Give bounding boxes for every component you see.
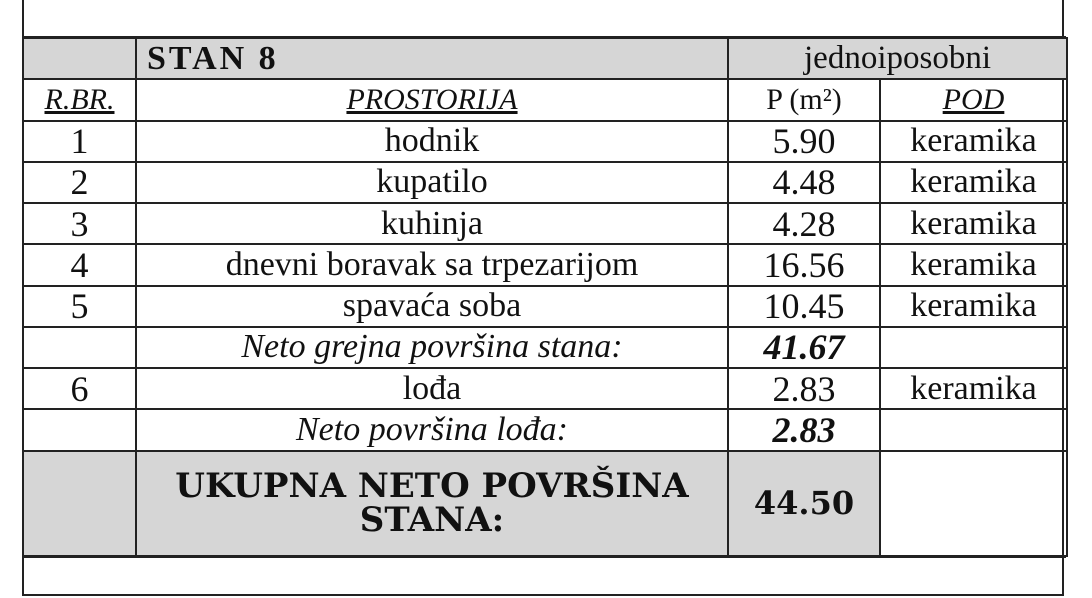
total-row [23,451,1067,556]
room-area: 2.83 [728,368,880,409]
room-name: hodnik [136,121,728,162]
room-area: 5.90 [728,121,880,162]
col-header-room: PROSTORIJA [136,79,728,120]
title-spacer-cell [23,38,136,79]
col-header-area: P (m²) [728,79,880,120]
table-row [23,368,1067,409]
row-number: 3 [23,203,136,244]
subtotal-loggia-spacer [23,409,136,450]
header-row [23,79,1067,120]
table-row [23,203,1067,244]
row-number: 1 [23,121,136,162]
subtotal-loggia-row [23,409,1067,450]
total-floor-empty [880,451,1067,556]
table-row [23,286,1067,327]
area-table [22,37,1068,557]
row-number: 4 [23,244,136,285]
col-header-floor: POD [880,79,1067,120]
row-number: 5 [23,286,136,327]
apartment-type: jednoiposobni [728,38,1067,79]
subtotal-heated-label: Neto grejna površina stana: [136,327,728,368]
floor-type: keramika [880,244,1067,285]
row-number: 2 [23,162,136,203]
room-name: dnevni boravak sa trpezarijom [136,244,728,285]
floor-type: keramika [880,162,1067,203]
floor-type: keramika [880,368,1067,409]
subtotal-heated-floor-empty [880,327,1067,368]
floor-type: keramika [880,121,1067,162]
subtotal-loggia-floor-empty [880,409,1067,450]
room-area: 4.28 [728,203,880,244]
room-name: lođa [136,368,728,409]
room-name: spavaća soba [136,286,728,327]
table-row [23,121,1067,162]
subtotal-heated-row [23,327,1067,368]
table-row [23,162,1067,203]
subtotal-loggia-label: Neto površina lođa: [136,409,728,450]
title-row [23,38,1067,79]
subtotal-heated-value: 41.67 [728,327,880,368]
total-value: 44.50 [728,451,880,556]
col-header-rbr: R.BR. [23,79,136,120]
total-spacer [23,451,136,556]
floor-type: keramika [880,203,1067,244]
subtotal-loggia-value: 2.83 [728,409,880,450]
room-area: 16.56 [728,244,880,285]
apartment-title: STAN 8 [136,38,728,79]
table-row [23,244,1067,285]
room-area: 10.45 [728,286,880,327]
total-label-line1: UKUPNA NETO POVRŠINA [175,466,689,507]
subtotal-heated-spacer [23,327,136,368]
total-label-line2: STANA: [359,500,505,541]
room-name: kupatilo [136,162,728,203]
floor-type: keramika [880,286,1067,327]
total-label [136,451,728,556]
room-area: 4.48 [728,162,880,203]
room-name: kuhinja [136,203,728,244]
row-number: 6 [23,368,136,409]
